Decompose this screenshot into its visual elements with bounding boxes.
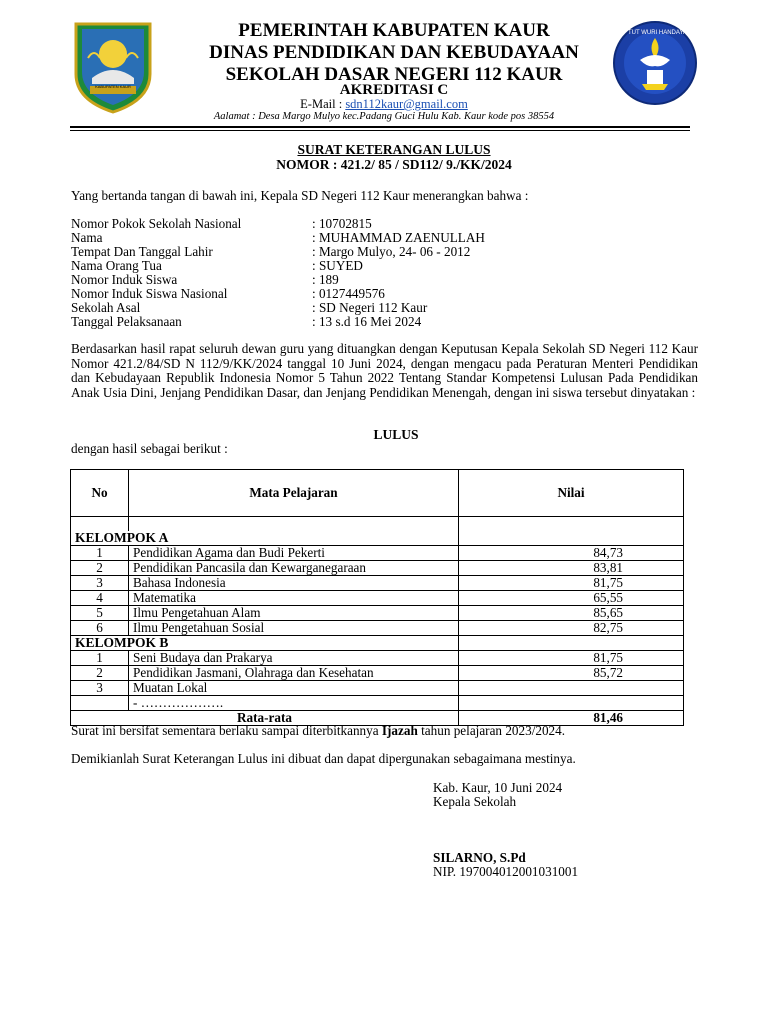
student-value: : 0127449576 xyxy=(312,286,385,301)
table-row xyxy=(71,591,684,606)
student-value: : 13 s.d 16 Mei 2024 xyxy=(312,314,422,329)
row-subject: Pendidikan Jasmani, Olahraga dan Kesehatan xyxy=(129,666,459,681)
row-no: 1 xyxy=(71,651,129,666)
table-row xyxy=(71,666,684,681)
row-score: 84,73 xyxy=(459,546,684,561)
average-label: Rata-rata xyxy=(71,711,459,726)
row-no xyxy=(71,696,129,711)
table-row xyxy=(71,546,684,561)
email-line xyxy=(0,97,768,112)
col-score-header: Nilai xyxy=(459,470,684,517)
student-label: Tempat Dan Tanggal Lahir xyxy=(71,244,213,259)
signature-role: Kepala Sekolah xyxy=(433,794,517,809)
table-row xyxy=(71,681,684,696)
document-title: SURAT KETERANGAN LULUS xyxy=(297,142,491,157)
email-link[interactable]: sdn112kaur@gmail.com xyxy=(345,97,468,111)
col-subject-header: Mata Pelajaran xyxy=(129,470,459,517)
row-subject: Pendidikan Agama dan Budi Pekerti xyxy=(129,546,459,561)
row-subject: Seni Budaya dan Prakarya xyxy=(129,651,459,666)
document-number: NOMOR : 421.2/ 85 / SD112/ 9./KK/2024 xyxy=(276,157,512,172)
decision-paragraph: Berdasarkan hasil rapat seluruh dewan guru yang dituangkan dengan Keputusan Kepala Sekolah SD Negeri 112 Kaur Nomor 421.2/84/SD N 112/9/KK/2024 tanggal 10 Juni 2024, dengan mengacu pada Peraturan Menteri Pendidikan dan Kebudayaan Republik Indonesia Nomor 5 Tahun 2022 Tentang Standar Kompetensi Lulusan Pada Pendidikan Anak Usia Dini, Jenjang Pendidikan Dasar, dan Jenjang Pendidikan Menengah, dengan ini siswa tersebut dinyatakan : xyxy=(71,341,698,400)
row-no: 2 xyxy=(71,666,129,681)
row-no: 4 xyxy=(71,591,129,606)
group-a-title: KELOMPOK A xyxy=(71,531,459,546)
row-subject: Muatan Lokal xyxy=(129,681,459,696)
row-score xyxy=(459,681,684,696)
row-subject: Ilmu Pengetahuan Alam xyxy=(129,606,459,621)
student-value: : Margo Mulyo, 24- 06 - 2012 xyxy=(312,244,471,259)
student-label: Tanggal Pelaksanaan xyxy=(71,314,182,329)
letterhead-line3: SEKOLAH DASAR NEGERI 112 KAUR xyxy=(225,64,563,85)
table-row xyxy=(71,561,684,576)
row-score: 83,81 xyxy=(459,561,684,576)
letterhead-line1: PEMERINTAH KABUPATEN KAUR xyxy=(238,20,550,41)
row-no: 3 xyxy=(71,681,129,696)
group-b-title: KELOMPOK B xyxy=(71,636,459,651)
group-b-row xyxy=(71,636,684,651)
tut-wuri-handayani-text: TUT WURI HANDAYANI xyxy=(628,30,694,36)
row-no: 6 xyxy=(71,621,129,636)
row-no: 5 xyxy=(71,606,129,621)
opening-sentence: Yang bertanda tangan di bawah ini, Kepala SD Negeri 112 Kaur menerangkan bahwa : xyxy=(71,188,529,203)
accreditation: AKREDITASI C xyxy=(339,82,449,98)
average-score: 81,46 xyxy=(459,711,684,726)
grades-table xyxy=(70,469,684,726)
table-row xyxy=(71,576,684,591)
signature-nip: NIP. 197004012001031001 xyxy=(433,864,579,879)
signature-name: SILARNO, S.Pd xyxy=(433,850,526,865)
table-row xyxy=(71,621,684,636)
student-label: Sekolah Asal xyxy=(71,300,141,315)
row-subject: Bahasa Indonesia xyxy=(129,576,459,591)
table-row xyxy=(71,651,684,666)
validity-text-after: tahun pelajaran 2023/2024. xyxy=(417,723,566,738)
address: Aalamat : Desa Margo Mulyo kec.Padang Guci Hulu Kab. Kaur kode pos 38554 xyxy=(213,111,555,122)
row-score: 82,75 xyxy=(459,621,684,636)
student-value: : 189 xyxy=(312,272,339,287)
row-no: 1 xyxy=(71,546,129,561)
letterhead-line2: DINAS PENDIDIKAN DAN KEBUDAYAAN xyxy=(209,42,579,63)
table-row xyxy=(71,696,684,711)
row-subject: Ilmu Pengetahuan Sosial xyxy=(129,621,459,636)
validity-text-before: Surat ini bersifat sementara berlaku sampai diterbitkannya xyxy=(71,723,382,738)
result-intro: dengan hasil sebagai berikut : xyxy=(71,441,228,456)
col-no-header: No xyxy=(71,470,129,517)
row-score: 81,75 xyxy=(459,576,684,591)
closing-sentence: Demikianlah Surat Keterangan Lulus ini dibuat dan dapat dipergunakan sebagaimana mestinya. xyxy=(71,751,576,766)
row-score: 65,55 xyxy=(459,591,684,606)
signature-place-date: Kab. Kaur, 10 Juni 2024 xyxy=(433,780,563,795)
row-subject: - ………………. xyxy=(129,696,459,711)
row-subject: Pendidikan Pancasila dan Kewarganegaraan xyxy=(129,561,459,576)
header-rule-thick xyxy=(70,126,690,128)
student-label: Nomor Pokok Sekolah Nasional xyxy=(71,216,242,231)
validity-note xyxy=(71,723,565,738)
row-score: 85,65 xyxy=(459,606,684,621)
row-subject: Matematika xyxy=(129,591,459,606)
student-value: : MUHAMMAD ZAENULLAH xyxy=(312,230,485,245)
student-value: : 10702815 xyxy=(312,216,372,231)
row-score: 81,75 xyxy=(459,651,684,666)
row-no: 3 xyxy=(71,576,129,591)
row-no: 2 xyxy=(71,561,129,576)
row-score xyxy=(459,696,684,711)
student-value: : SUYED xyxy=(312,258,363,273)
student-label: Nama xyxy=(71,230,103,245)
kabupaten-kaur-logo-text: KABUPATEN KAUR xyxy=(95,84,131,89)
email-label: E-Mail : xyxy=(300,97,343,111)
spacer-row xyxy=(71,517,684,532)
student-label: Nama Orang Tua xyxy=(71,258,162,273)
group-a-row xyxy=(71,531,684,546)
row-score: 85,72 xyxy=(459,666,684,681)
student-value: : SD Negeri 112 Kaur xyxy=(312,300,428,315)
student-label: Nomor Induk Siswa Nasional xyxy=(71,286,228,301)
table-row xyxy=(71,606,684,621)
validity-ijazah: Ijazah xyxy=(381,723,418,738)
student-label: Nomor Induk Siswa xyxy=(71,272,178,287)
result-status: LULUS xyxy=(373,427,419,442)
header-rule-thin xyxy=(70,130,690,131)
table-header-row xyxy=(71,470,684,517)
